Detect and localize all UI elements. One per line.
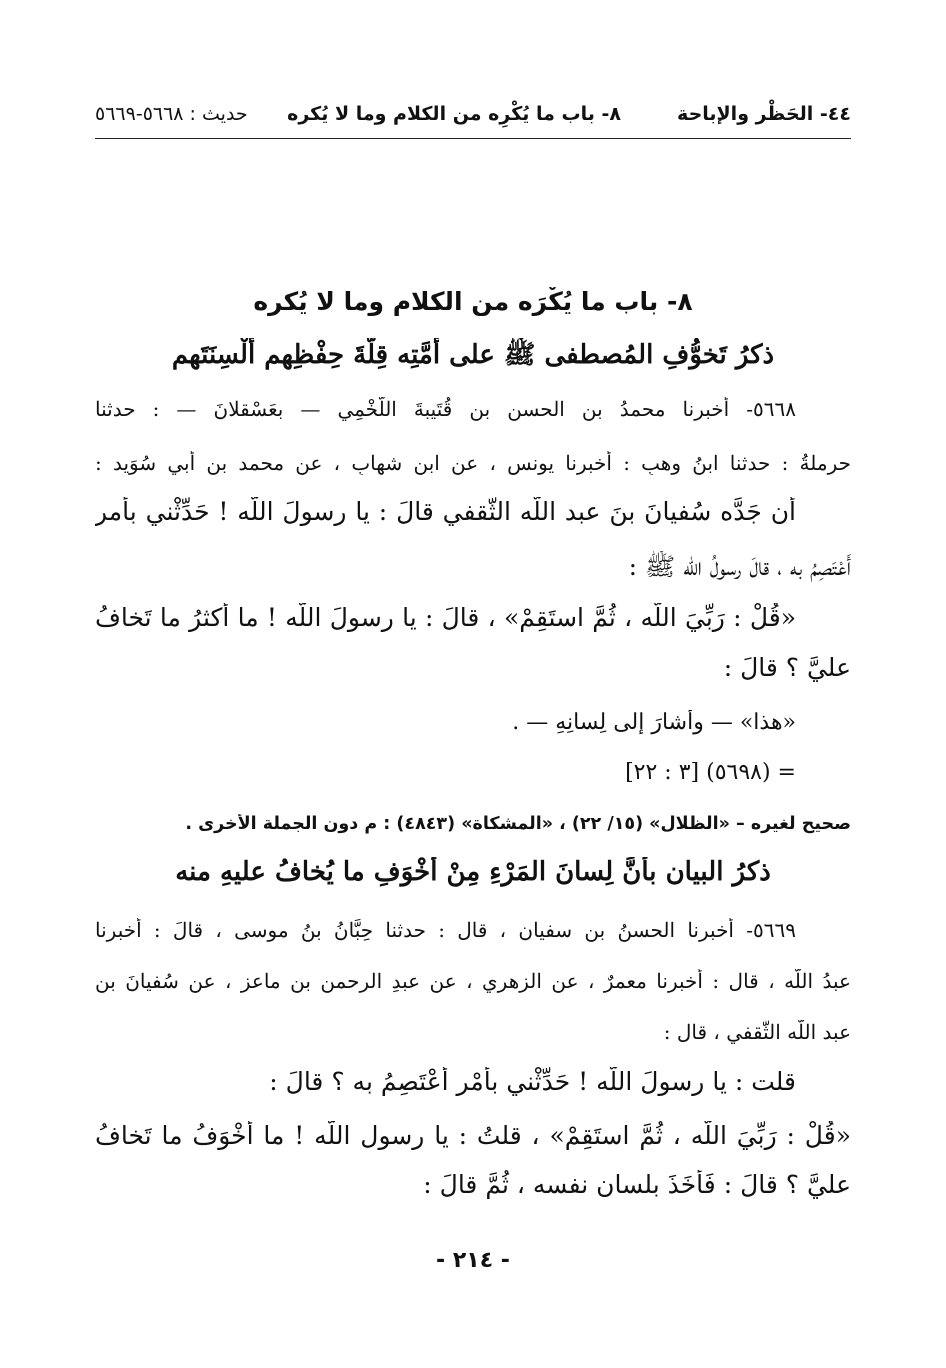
section-heading-2: ذكرُ البيان بأنَّ لِسانَ المَرْءِ مِنْ أخْوَفِ ما يُخافُ عليهِ منه xyxy=(175,857,771,887)
hadith-5668-line-3: أن جَدَّه سُفيانَ بنَ عبد اللّه الثَّقفي قالَ : يا رسولَ اللّه ! حَدِّثْني بأمرٍ xyxy=(95,497,796,526)
hadith-5668-line-6: عليَّ ؟ قالَ : xyxy=(723,653,851,682)
hadith-5668-line-2: حرملةُ : حدثنا ابنُ وهبٍ : أخبرنا يونس ، عن ابنِ شهابٍ ، عن محمد بن أبي سُوَيد : xyxy=(95,451,851,475)
page-number: - ٢١٤ - xyxy=(436,1248,510,1273)
hadith-5668-line-7: «هذا» — وأشارَ إلى لِسانِهِ — . xyxy=(512,710,796,735)
hadith-5669-line-2: عبدُ اللّه ، قال : أخبرنا معمرٌ ، عن الزهري ، عن عبدِ الرحمن بن ماعز ، عن سُفيانَ بن xyxy=(95,969,851,993)
grading-note: صحيح لغيره – «الظلال» (١٥/ ٢٢) ، «المشكاة» (٤٨٤٣) : م دون الجملة الأخرى . xyxy=(185,814,851,834)
hadith-5668-line-1: ٥٦٦٨- أخبرنا محمدُ بن الحسن بن قُتَيبةَ اللَّخْمِي — بعَسْقلانَ — : حدثنا xyxy=(95,397,796,421)
hadith-5668-line-4: أَعْتَصِمُ به ، قالَ رسولُ اللّه ﷺ : xyxy=(628,552,851,581)
hadith-5669-line-1: ٥٦٦٩- أخبرنا الحسنُ بن سفيان ، قال : حدثنا حِبَّانُ بنُ موسى ، قالَ : أخبرنا xyxy=(95,918,796,942)
running-head-hadith-range: حديث : ٥٦٦٨-٥٦٦٩ xyxy=(95,103,248,125)
section-heading-1: ذكرُ تَخوُّفِ المُصطفى ﷺ على أُمَّتِه قِلَّةَ حِفْظِهم أَلْسِنَتَهم xyxy=(171,340,775,370)
hadith-5669-line-5: «قُلْ : رَبِّيَ اللّه ، ثُمَّ استَقِمْ» ، قلتُ : يا رسول اللّه ! ما أَخْوَفُ ما تَخافُ xyxy=(95,1121,851,1150)
hadith-5668-line-5: «قُلْ : رَبِّيَ اللّه ، ثُمَّ استَقِمْ» ، قالَ : يا رسولَ اللّه ! ما أكثرُ ما تَخافُ xyxy=(95,603,796,632)
hadith-5669-line-3: عبد اللّه الثَّقفي ، قال : xyxy=(663,1020,851,1044)
hadith-5669-line-4: قلت : يا رسولَ اللّه ! حَدِّثْني بأَمْرٍ أَعْتَصِمُ به ؟ قالَ : xyxy=(269,1067,796,1096)
header-rule xyxy=(95,138,851,139)
running-head-book: ٤٤- الحَظْر والإباحة xyxy=(677,103,851,125)
running-head xyxy=(95,103,851,133)
chapter-title: ٨- باب ما يُكْرَه من الكلام وما لا يُكره xyxy=(253,287,693,316)
cross-reference: = (٥٦٩٨) [٣ : ٢٢] xyxy=(625,760,796,785)
hadith-5669-line-6: عليَّ ؟ قالَ : فَأَخَذَ بلسان نفسه ، ثُمَّ قالَ : xyxy=(423,1170,851,1199)
running-head-chapter: ٨- باب ما يُكْرِه من الكلام وما لا يُكره xyxy=(287,103,621,125)
